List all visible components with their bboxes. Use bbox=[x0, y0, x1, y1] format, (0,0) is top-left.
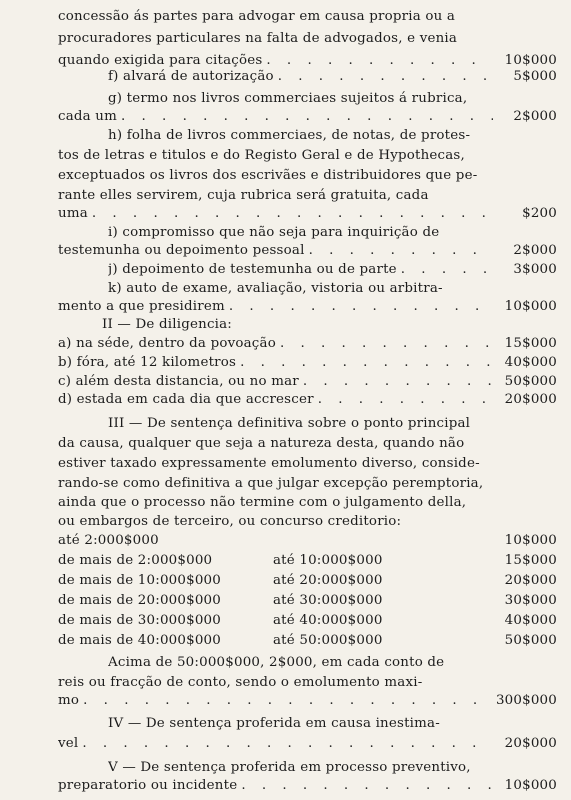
fee-label: testemunha ou depoimento pessoal bbox=[58, 243, 305, 258]
section-heading: II — De diligencia: bbox=[102, 317, 233, 332]
text-line: procuradores particulares na falta de advogados, e venia bbox=[58, 31, 458, 46]
section-heading: IV — De sentença proferida em causa inestima- bbox=[108, 716, 440, 731]
scale-row bbox=[58, 590, 557, 612]
scale-from: até 2:000$000 bbox=[58, 533, 159, 548]
text-line: k) auto de exame, avaliação, vistoria ou arbitra- bbox=[108, 281, 443, 296]
fee-line bbox=[58, 733, 557, 755]
fee-label: preparatorio ou incidente bbox=[58, 778, 238, 793]
text-line: i) compromisso que não seja para inquirição de bbox=[108, 225, 440, 240]
fee-value: 40$000 bbox=[504, 355, 557, 370]
fee-label: uma bbox=[58, 206, 88, 221]
text-line: da causa, qualquer que seja a natureza desta, quando não bbox=[58, 436, 465, 451]
text-line: g) termo nos livros commerciaes sujeitos á rubrica, bbox=[108, 91, 468, 106]
fee-value: 2$000 bbox=[513, 243, 557, 258]
fee-line bbox=[58, 389, 557, 411]
fee-label: c) além desta distancia, ou no mar bbox=[58, 374, 299, 389]
scale-from: de mais de 2:000$000 bbox=[58, 553, 213, 568]
text-line: rando-se como definitiva a que julgar excepção peremptoria, bbox=[58, 476, 484, 491]
scale-value: 10$000 bbox=[504, 533, 557, 548]
scale-to: até 20:000$000 bbox=[273, 573, 383, 588]
fee-label: j) depoimento de testemunha ou de parte bbox=[108, 262, 397, 277]
text-line: ou embargos de terceiro, ou concurso creditorio: bbox=[58, 514, 402, 529]
fee-label: quando exigida para citações bbox=[58, 53, 263, 68]
scale-to: até 10:000$000 bbox=[273, 553, 383, 568]
fee-line bbox=[58, 775, 557, 797]
fee-label: mo bbox=[58, 693, 80, 708]
scale-row bbox=[58, 550, 557, 572]
scale-from: de mais de 20:000$000 bbox=[58, 593, 221, 608]
fee-label: b) fóra, até 12 kilometros bbox=[58, 355, 237, 370]
fee-label: cada um bbox=[58, 109, 118, 124]
fee-value: 10$000 bbox=[504, 778, 557, 793]
fee-value: 300$000 bbox=[495, 693, 557, 708]
fee-value: 20$000 bbox=[504, 392, 557, 407]
scale-from: de mais de 30:000$000 bbox=[58, 613, 221, 628]
text-line: ainda que o processo não termine com o julgamento della, bbox=[58, 495, 467, 510]
scale-from: de mais de 40:000$000 bbox=[58, 633, 221, 648]
scale-value: 30$000 bbox=[504, 593, 557, 608]
scale-row bbox=[58, 610, 557, 632]
scale-row bbox=[58, 570, 557, 592]
scale-to: até 40:000$000 bbox=[273, 613, 383, 628]
text-line: estiver taxado expressamente emolumento diverso, conside- bbox=[58, 456, 480, 471]
scale-from: de mais de 10:000$000 bbox=[58, 573, 221, 588]
fee-line bbox=[108, 66, 557, 88]
text-line: tos de letras e titulos e do Registo Geral e de Hypothecas, bbox=[58, 148, 465, 163]
text-line: exceptuados os livros dos escrivães e distribuidores que pe- bbox=[58, 168, 478, 183]
fee-label: vel bbox=[58, 736, 79, 751]
text-line: III — De sentença definitiva sobre o ponto principal bbox=[108, 416, 471, 431]
scale-to: até 30:000$000 bbox=[273, 593, 383, 608]
fee-value: 3$000 bbox=[513, 262, 557, 277]
fee-label: d) estada em cada dia que accrescer bbox=[58, 392, 314, 407]
text-line: Acima de 50:000$000, 2$000, em cada conto de bbox=[108, 655, 445, 670]
fee-value: 2$000 bbox=[513, 109, 557, 124]
text-line: rante elles servirem, cuja rubrica será gratuita, cada bbox=[58, 188, 429, 203]
scale-to: até 50:000$000 bbox=[273, 633, 383, 648]
fee-label: a) na séde, dentro da povoação bbox=[58, 336, 276, 351]
fee-value: 20$000 bbox=[504, 736, 557, 751]
fee-value: 10$000 bbox=[504, 53, 557, 68]
fee-value: $200 bbox=[522, 206, 557, 221]
fee-value: 50$000 bbox=[504, 374, 557, 389]
scale-value: 20$000 bbox=[504, 573, 557, 588]
fee-label: f) alvará de autorização bbox=[108, 69, 274, 84]
scale-value: 15$000 bbox=[504, 553, 557, 568]
fee-value: 10$000 bbox=[504, 299, 557, 314]
fee-value: 15$000 bbox=[504, 336, 557, 351]
fee-label: mento a que presidirem bbox=[58, 299, 225, 314]
scale-value: 40$000 bbox=[504, 613, 557, 628]
text-line: reis ou fracção de conto, sendo o emolumento maxi- bbox=[58, 675, 423, 690]
section-heading: V — De sentença proferida em processo preventivo, bbox=[108, 760, 471, 775]
text-line: h) folha de livros commerciaes, de notas, de protes- bbox=[108, 128, 471, 143]
scale-row bbox=[58, 530, 557, 552]
text-line: concessão ás partes para advogar em causa propria ou a bbox=[58, 9, 456, 24]
scale-row bbox=[58, 630, 557, 652]
scale-value: 50$000 bbox=[504, 633, 557, 648]
fee-line bbox=[58, 690, 557, 712]
fee-value: 5$000 bbox=[513, 69, 557, 84]
